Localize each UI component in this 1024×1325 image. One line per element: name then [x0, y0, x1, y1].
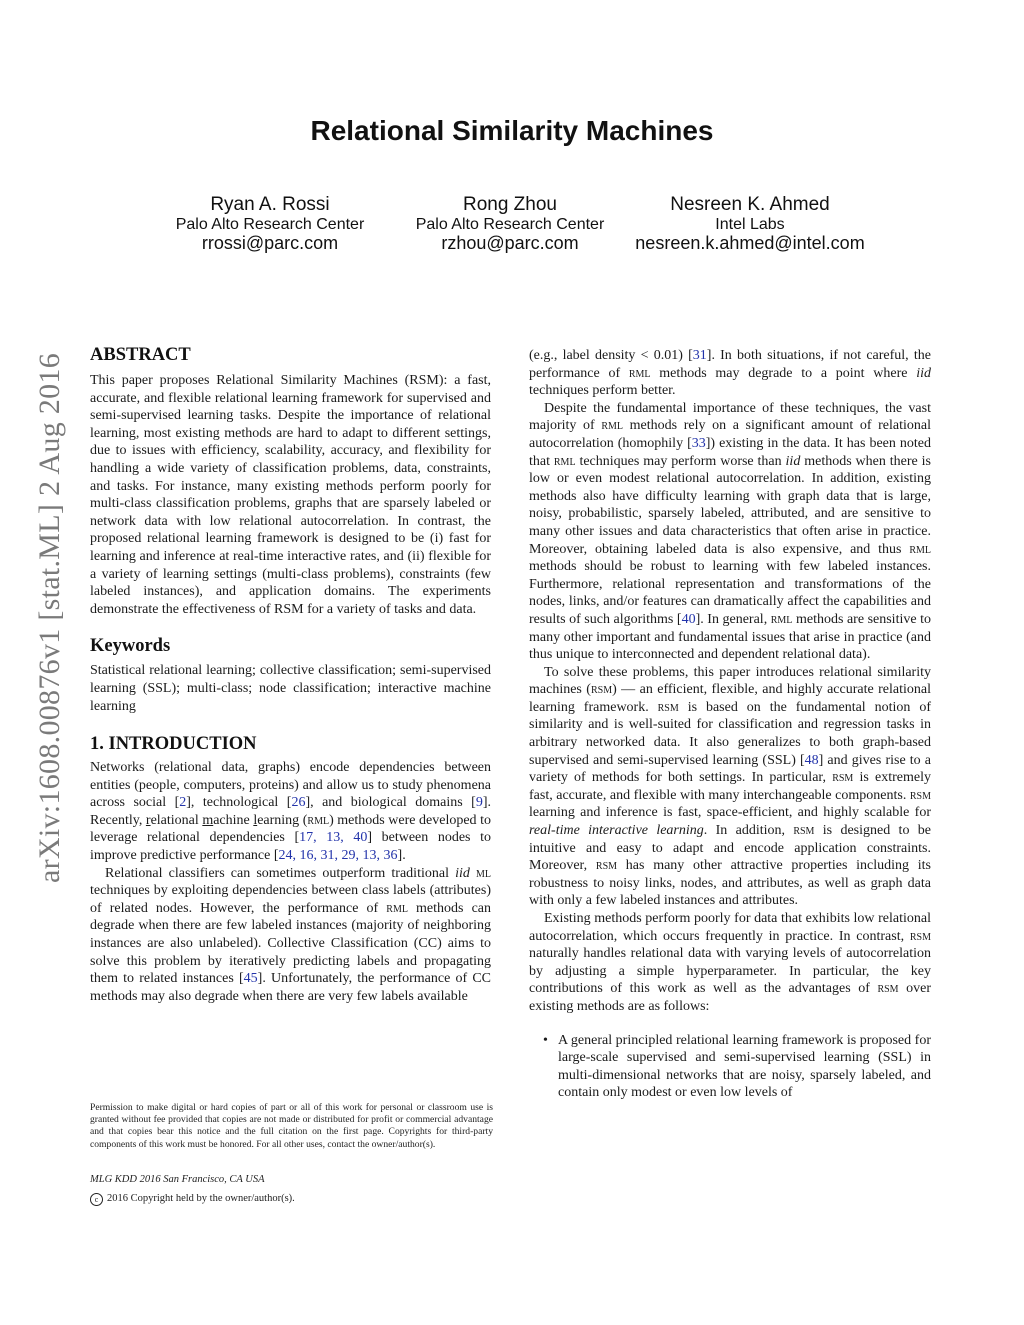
- copyright-icon: c: [90, 1193, 103, 1206]
- citation-link[interactable]: 17, 13, 40: [299, 830, 368, 846]
- author-affiliation: Palo Alto Research Center: [175, 216, 365, 233]
- citation-link[interactable]: 45: [243, 971, 258, 987]
- author-name: Nesreen K. Ahmed: [670, 194, 830, 215]
- right-paragraph-2: Despite the fundamental importance of these techniques, the vast majority of rml methods rely on a significant amount of relational autocorrelation (homophily [33]) existing in the data. It has been noted that rml techniques may perform worse than iid methods when there is low or even modest relational autocorrelation. In addition, existing methods also have difficulty learning with graph data that is large, noisy, probabilistic, sparsely labeled, attributed, and are sensitive to many other issues and data characteristics that often arise in practice. Moreover, obtaining labeled data is also expensive, and thus rml methods should be robust to learning with few labeled instances. Furthermore, relational representation and transformations of the nodes, links, and/or features can dramatically affect the capabilities and results of such algorithms [40]. In general, rml methods are sensitive to many other important and fundamental issues that arise in practice (and thus unique to interconnected and dependent relational data).: [529, 400, 932, 663]
- left-column: [90, 344, 491, 1005]
- venue-line: MLG KDD 2016 San Francisco, CA USA: [90, 1174, 265, 1185]
- introduction-heading: 1. INTRODUCTION: [90, 734, 257, 755]
- citation-link[interactable]: 24, 16, 31, 29, 13, 36: [278, 848, 398, 864]
- citation-link[interactable]: 31: [692, 348, 707, 363]
- author-block-2: [380, 194, 640, 253]
- author-affiliation: Palo Alto Research Center: [415, 216, 605, 233]
- citation-link[interactable]: 2: [179, 795, 187, 811]
- intro-paragraph-2: Relational classifiers can sometimes outperform traditional iid ml techniques by exploiting dependencies between class labels (attributes) of related nodes. However, the performance of rml methods can degrade when there are few labeled instances (majority of neighboring instances are also unlabeled). Collective Classification (CC) aims to solve this problem by iteratively predicting labels and propagating them to related instances [45]. Unfortunately, the performance of CC methods may also degrade when there are very few labels available: [90, 865, 491, 1004]
- author-name: Rong Zhou: [462, 194, 557, 215]
- author-affiliation: Intel Labs: [715, 216, 785, 233]
- citation-link[interactable]: 26: [291, 795, 306, 811]
- paper-title: Relational Similarity Machines: [310, 115, 714, 146]
- citation-link[interactable]: 48: [804, 752, 819, 768]
- bullet-text: A general principled relational learning framework is proposed for large-scale supervised and semi-supervised learning (SSL) in multi-dimensional networks that are noisy, sparsely labeled, and contain only modest or even low levels of: [558, 1032, 931, 1101]
- author-email: rrossi@parc.com: [201, 233, 339, 253]
- author-block-1: [140, 194, 400, 253]
- citation-link[interactable]: 33: [691, 435, 706, 451]
- citation-link[interactable]: 40: [681, 611, 696, 627]
- abstract-text: This paper proposes Relational Similarity Machines (RSM): a fast, accurate, and flexible relational learning framework for supervised and semi-supervised learning tasks. Despite the importance of relational learning, most existing methods are hard to adapt to different settings, due to issues with efficiency, scalability, accuracy, and flexibility for handling a wide variety of classification problems, data, constraints, and tasks. For instance, many existing methods perform poorly for multi-class classification problems, graphs that are sparsely labeled or network data with low relational autocorrelation. In contrast, the proposed relational learning framework is designed to be (i) fast for learning and inference at real-time interactive rates, and (ii) flexible for a variety of learning settings (multi-class problems), constraints (few labeled instances), and application domains. The experiments demonstrate the effectiveness of RSM for a variety of tasks and data.: [90, 373, 491, 617]
- keywords-text: Statistical relational learning; collective classification; semi-supervised learning (SSL); multi-class; node classification; interactive machine learning: [90, 663, 491, 714]
- right-column: [529, 347, 931, 1102]
- citation-link[interactable]: 9: [475, 795, 483, 811]
- author-name: Ryan A. Rossi: [210, 194, 330, 215]
- contribution-bullet-1: [543, 1032, 931, 1102]
- abstract-heading: ABSTRACT: [90, 345, 191, 365]
- intro-paragraph-1: Networks (relational data, graphs) encode dependencies between entities (people, computers, proteins) and allow us to study phenomena across social [2], technological [26], and biological domains [9]. Recently, relational machine learning (rml) methods were developed to leverage relational dependencies [17, 13, 40] between nodes to improve predictive performance [24, 16, 31, 29, 13, 36].: [90, 760, 491, 864]
- author-email: rzhou@parc.com: [441, 233, 579, 253]
- permission-notice: Permission to make digital or hard copies of part or all of this work for personal or classroom use is granted without fee provided that copies are not made or distributed for profit or commercial advantage and that copies bear this notice and the full citation on the first page. Copyrights for third-party components of this work must be honored. For all other uses, contact the owner/author(s).: [90, 1102, 493, 1150]
- right-paragraph-4: Existing methods perform poorly for data that exhibits low relational autocorrelation, which occurs frequently in practice. In contrast, rsm naturally handles relational data with varying levels of autocorrelation by adjusting a simple hyperparameter. In particular, the key contributions of this work as well as the advantages of rsm over existing methods are as follows:: [529, 911, 931, 1014]
- right-paragraph-3: To solve these problems, this paper introduces relational similarity machines (rsm) — an efficient, flexible, and highly accurate relational learning framework. rsm is based on the fundamental notion of similarity and is well-suited for classification and regression tasks in arbitrary networked data. It also generalizes to both graph-based supervised and semi-supervised learning (SSL) [48] and gives rise to a variety of methods for both settings. In particular, rsm is extremely fast, accurate, and flexible with many interchangeable components. rsm learning and inference is fast, space-efficient, and highly scalable for real-time interactive learning. In addition, rsm is designed to be intuitive and easy to adapt and encode application constraints. Moreover, rsm has many other attractive properties including its robustness to noisy links, nodes, and attributes, as well as graph data with only a few labeled instances and attributes.: [529, 664, 932, 909]
- author-block-3: [620, 194, 880, 253]
- keywords-heading: Keywords: [90, 636, 171, 657]
- right-paragraph-1: (e.g., label density < 0.01) [31]. In both situations, if not careful, the performance of rml methods may degrade to a point where iid techniques perform better.: [529, 348, 931, 399]
- arxiv-stamp: arXiv:1608.00876v1 [stat.ML] 2 Aug 2016: [33, 353, 66, 883]
- bullet-icon: •: [543, 1032, 548, 1048]
- author-email: nesreen.k.ahmed@intel.com: [635, 233, 865, 253]
- copyright-line: c 2016 Copyright held by the owner/author(s).: [90, 1193, 295, 1206]
